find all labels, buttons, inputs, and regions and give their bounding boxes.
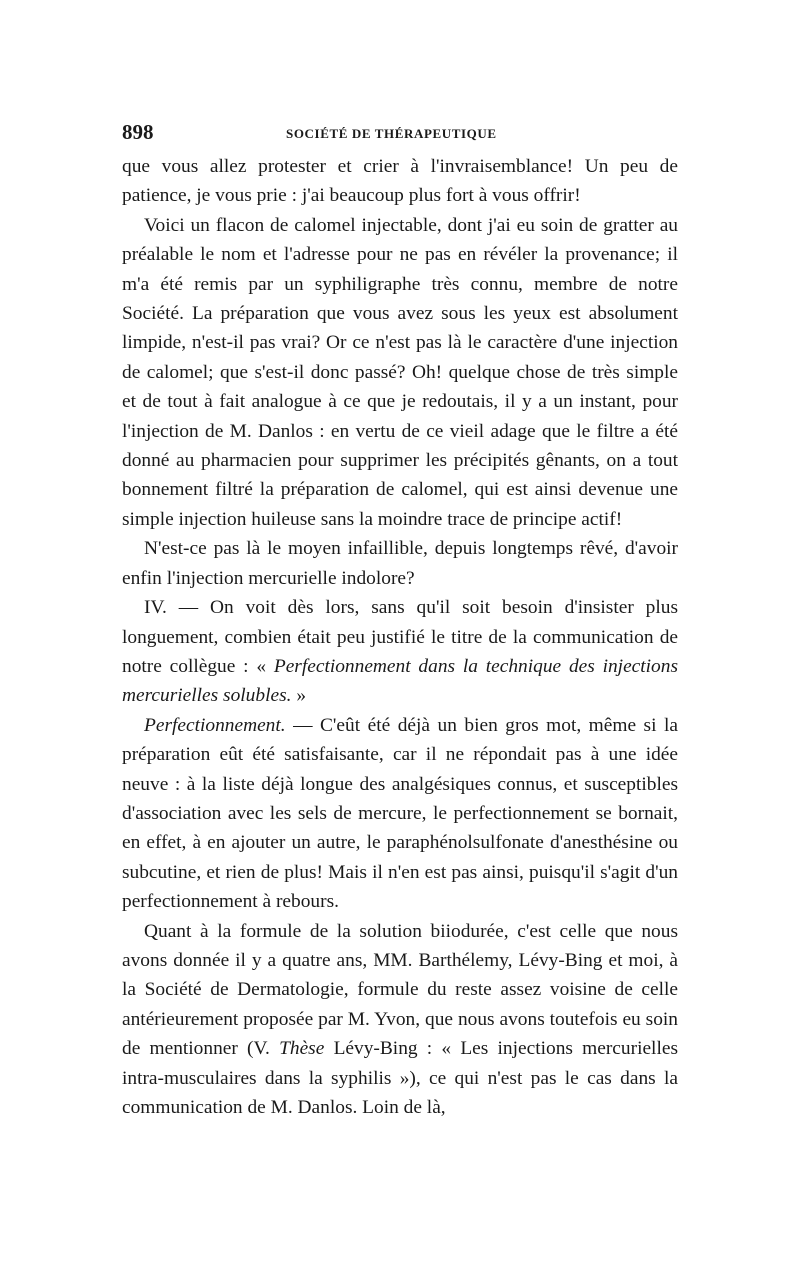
paragraph-1: que vous allez protester et crier à l'invraisemblance! Un peu de patience, je vous prie : j'ai beaucoup plus fort à vous offrir! xyxy=(122,156,678,207)
paragraph-5-text: — C'eût été déjà un bien gros mot, même si la préparation eût été satisfaisante, car il ne répondait pas à une idée neuve : à la liste déjà longue des analgésiques connus, et susceptibles d'association avec les sels de mercure, le perfectionnement se bornait, en effet, à en ajouter un autre, le paraphénolsulfonate d'anesthésine ou subcutine, et rien de plus! Mais il n'en est pas ainsi, puisqu'il s'agit d'un perfectionnement à rebours. xyxy=(122,714,678,913)
these-reference: Thèse xyxy=(279,1038,325,1060)
paragraph-4-lead: IV. — On voit dès lors, sans qu'il soit besoin d'insister plus longuement, combien était peu justifié le titre de la communication de notre collègue : « xyxy=(122,597,678,677)
paragraph-2: Voici un flacon de calomel injectable, dont j'ai eu soin de gratter au préalable le nom et l'adresse pour ne pas en révéler la provenance; il m'a été remis par un syphiligraphe très connu, membre de notre Société. La préparation que vous avez sous les yeux est absolument limpide, n'est-il pas vrai? Or ce n'est pas là le caractère d'une injection de calomel; que s'est-il donc passé? Oh! quelque chose de très simple et de tout à fait analogue à ce que je redoutais, il y a un instant, pour l'injection de M. Danlos : en vertu de ce vieil adage que le filtre a été donné au pharmacien pour supprimer les précipités gênants, on a tout bonnement filtré la préparation de calomel, qui est ainsi devenue une simple injection huileuse sans la moindre trace de principe actif! xyxy=(122,214,678,530)
paragraph-6-text: Lévy-Bing : « Les injections mercurielles intra-musculaires dans la syphilis »), ce qui n'est pas le cas dans la communication de M. Danlos. Loin de là, xyxy=(122,1038,678,1118)
paragraph-4-close: » xyxy=(296,685,307,707)
paragraph-6-lead: Quant à la formule de la solution biiodurée, c'est celle que nous avons donnée il y a quatre ans, MM. Barthélemy, Lévy-Bing et moi, à la Société de Dermatologie, formule du reste assez voisine de celle antérieurement proposée par M. Yvon, que nous avons toutefois eu soin de mentionner (V. xyxy=(122,920,678,1060)
paragraph-4 xyxy=(122,593,678,711)
page-number: 898 xyxy=(122,120,154,144)
cited-title: Perfectionnement dans la technique des injections mercurielles solubles. xyxy=(122,655,678,707)
paragraph-6 xyxy=(122,917,678,1123)
paragraph-5-keyword: Perfectionnement. xyxy=(144,714,286,736)
running-head: SOCIÉTÉ DE THÉRAPEUTIQUE xyxy=(286,126,497,141)
page-header xyxy=(122,120,682,144)
paragraph-5 xyxy=(122,711,678,917)
body-text xyxy=(122,152,678,1122)
paragraph-3: N'est-ce pas là le moyen infaillible, depuis longtemps rêvé, d'avoir enfin l'injection mercurielle indolore? xyxy=(122,538,678,589)
